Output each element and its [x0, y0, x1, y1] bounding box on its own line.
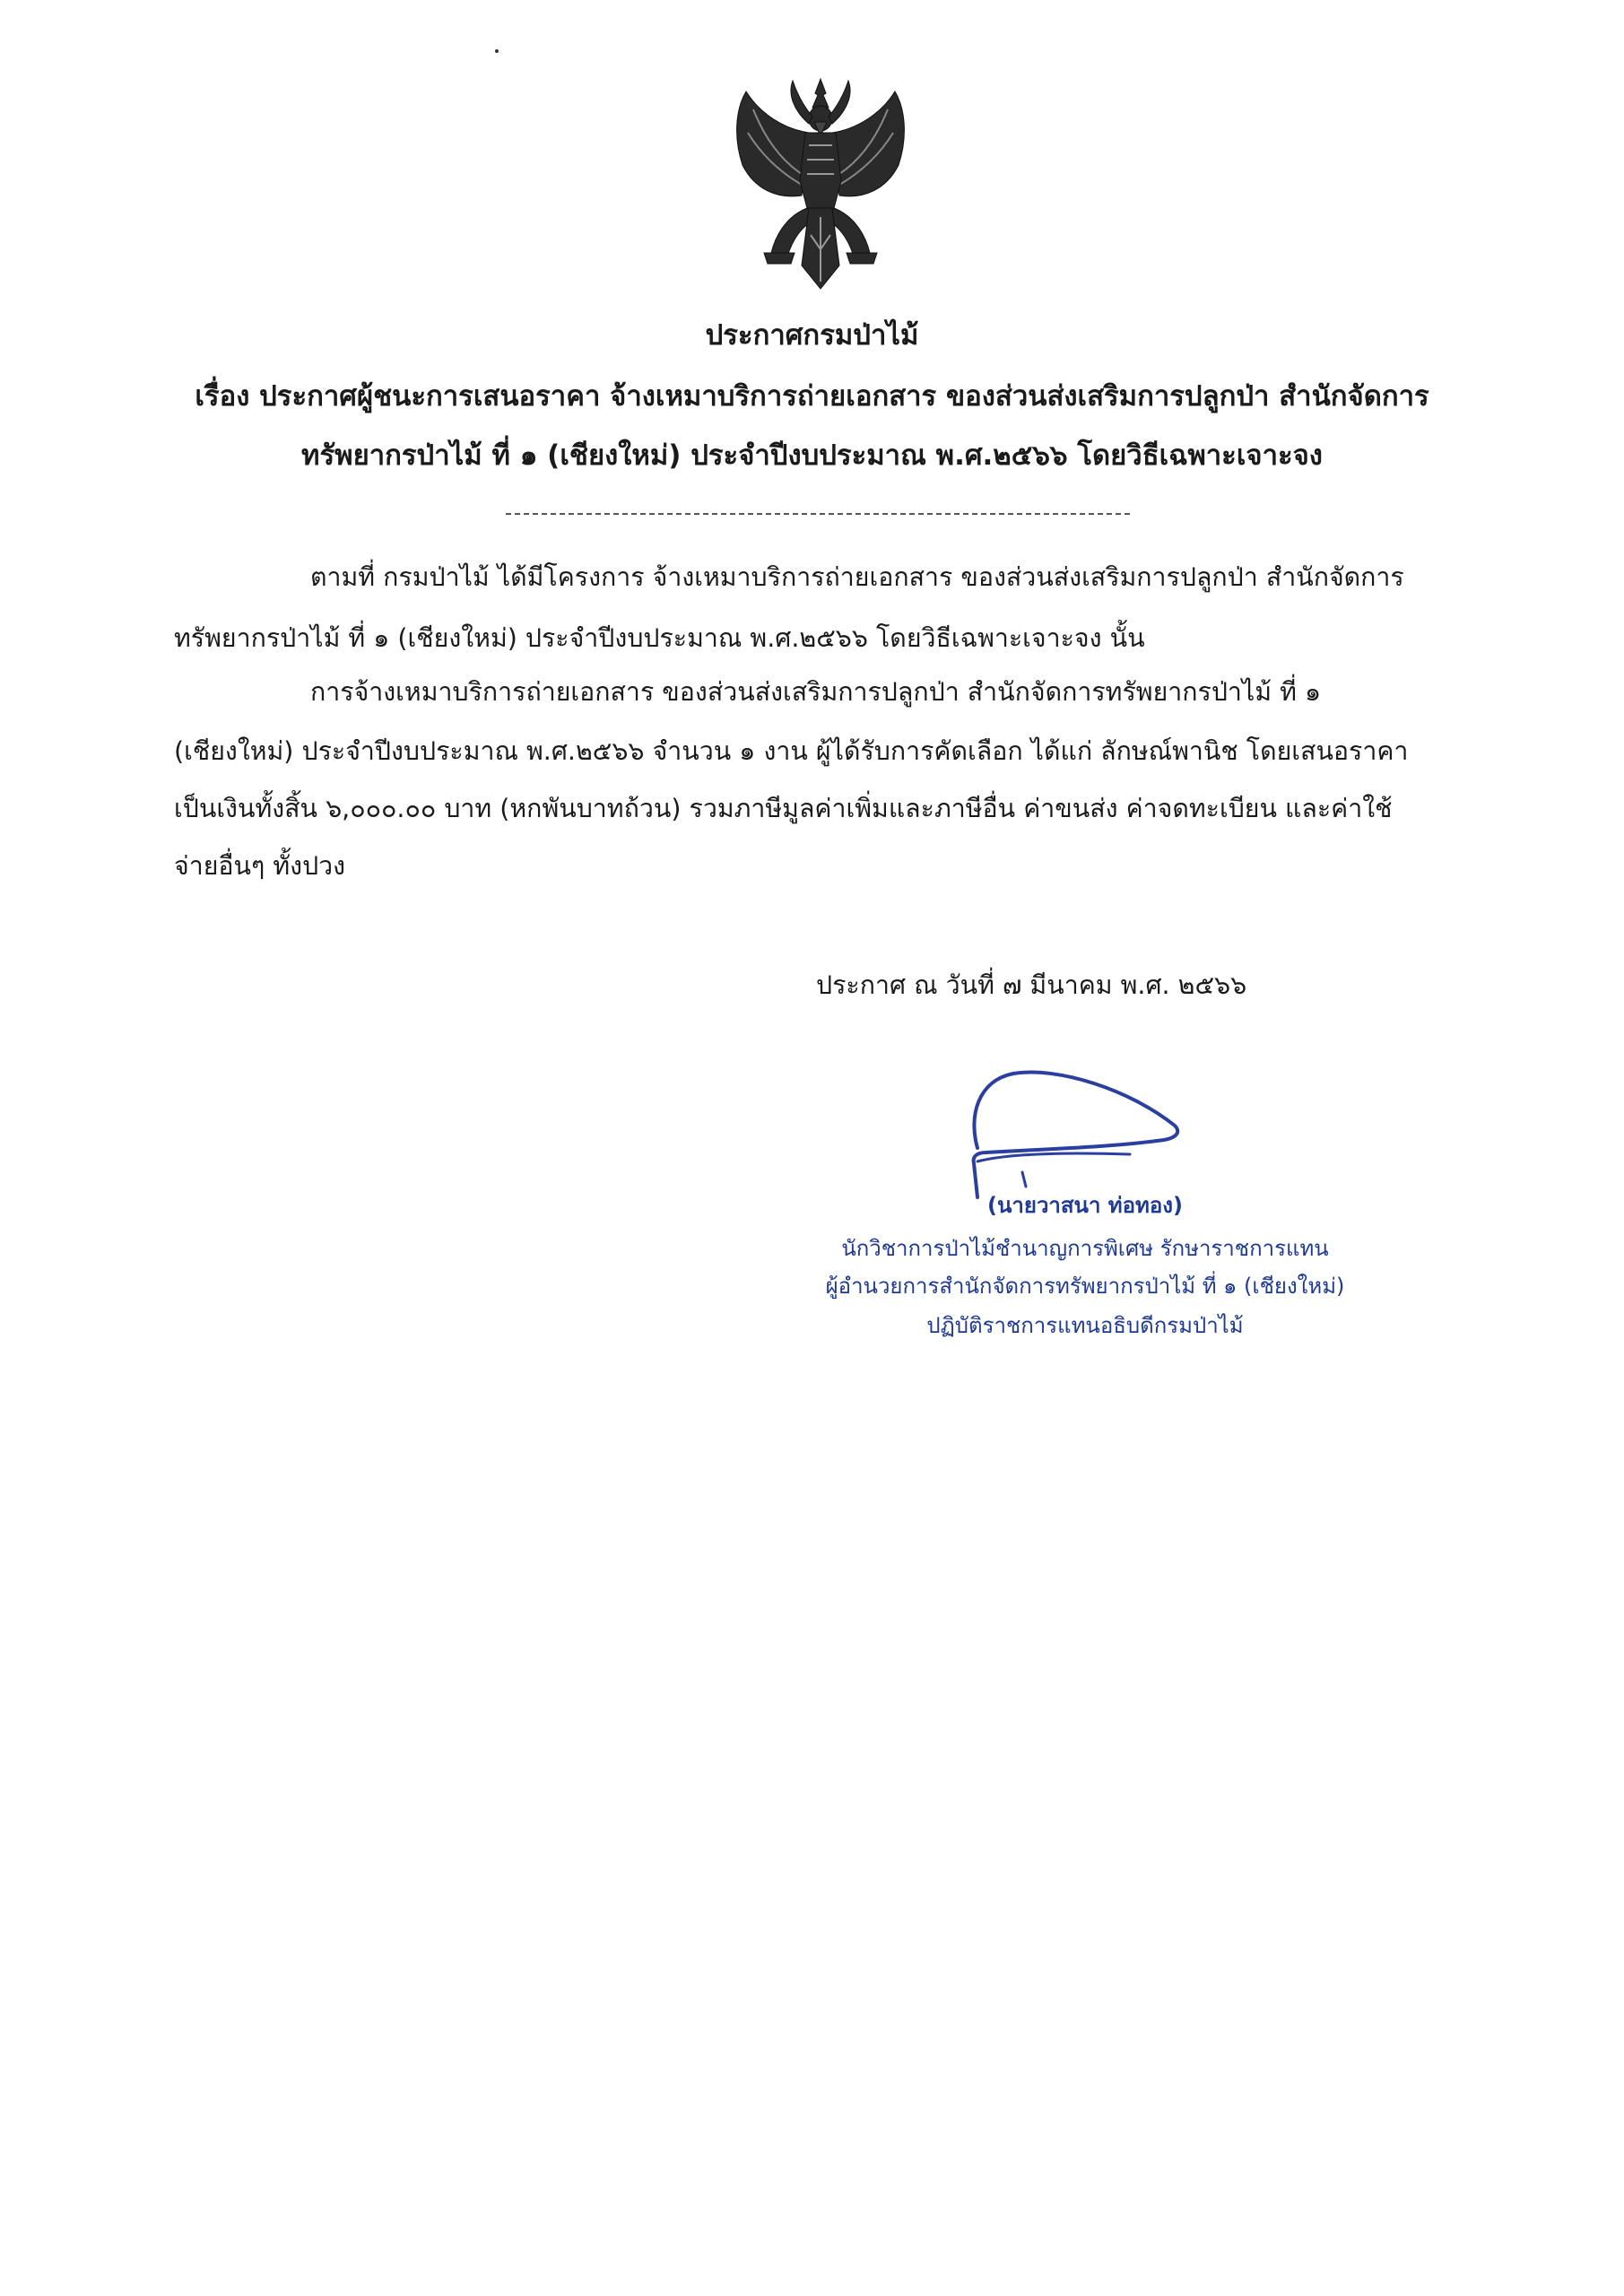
paragraph-2-line-1: การจ้างเหมาบริการถ่ายเอกสาร ของส่วนส่งเสริมการปลูกป่า สำนักจัดการทรัพยากรป่าไม้ ที่ ๑ [310, 677, 1322, 707]
signatory-position-line-2: ผู้อำนวยการสำนักจัดการทรัพยากรป่าไม้ ที่ ๑ (เชียงใหม่) [825, 1274, 1345, 1299]
scan-speck [495, 49, 499, 53]
garuda-emblem [708, 74, 933, 298]
paragraph-2-line-4: จ่ายอื่นๆ ทั้งปวง [174, 851, 346, 881]
signatory-name: (นายวาสนา ท่อทอง) [987, 1193, 1183, 1218]
subject-line-1: เรื่อง ประกาศผู้ชนะการเสนอราคา จ้างเหมาบริการถ่ายเอกสาร ของส่วนส่งเสริมการปลูกป่า สำนักจัดการ [195, 380, 1429, 413]
document-title: ประกาศกรมป่าไม้ [705, 319, 919, 352]
handwritten-signature [951, 1063, 1202, 1206]
announcement-date: ประกาศ ณ วันที่ ๗ มีนาคม พ.ศ. ๒๕๖๖ [816, 970, 1247, 1000]
separator-line [506, 513, 1130, 515]
paragraph-1-line-1: ตามที่ กรมป่าไม้ ได้มีโครงการ จ้างเหมาบริการถ่ายเอกสาร ของส่วนส่งเสริมการปลูกป่า สำนักจัดการ [310, 562, 1404, 592]
signatory-position-line-3: ปฏิบัติราชการแทนอธิบดีกรมป่าไม้ [926, 1313, 1244, 1338]
paragraph-2-line-2: (เชียงใหม่) ประจำปีงบประมาณ พ.ศ.๒๕๖๖ จำนวน ๑ งาน ผู้ได้รับการคัดเลือก ได้แก่ ลักษณ์พานิช โดยเสนอราคา [174, 736, 1409, 766]
subject-line-2: ทรัพยากรป่าไม้ ที่ ๑ (เชียงใหม่) ประจำปีงบประมาณ พ.ศ.๒๕๖๖ โดยวิธีเฉพาะเจาะจง [301, 439, 1323, 472]
paragraph-1-line-2: ทรัพยากรป่าไม้ ที่ ๑ (เชียงใหม่) ประจำปีงบประมาณ พ.ศ.๒๕๖๖ โดยวิธีเฉพาะเจาะจง นั้น [174, 623, 1145, 653]
paragraph-2-line-3: เป็นเงินทั้งสิ้น ๖,๐๐๐.๐๐ บาท (หกพันบาทถ้วน) รวมภาษีมูลค่าเพิ่มและภาษีอื่น ค่าขนส่ง ค่าจดทะเบียน และค่าใช้ [174, 794, 1393, 823]
signatory-position-line-1: นักวิชาการป่าไม้ชำนาญการพิเศษ รักษาราชการแทน [841, 1236, 1329, 1261]
